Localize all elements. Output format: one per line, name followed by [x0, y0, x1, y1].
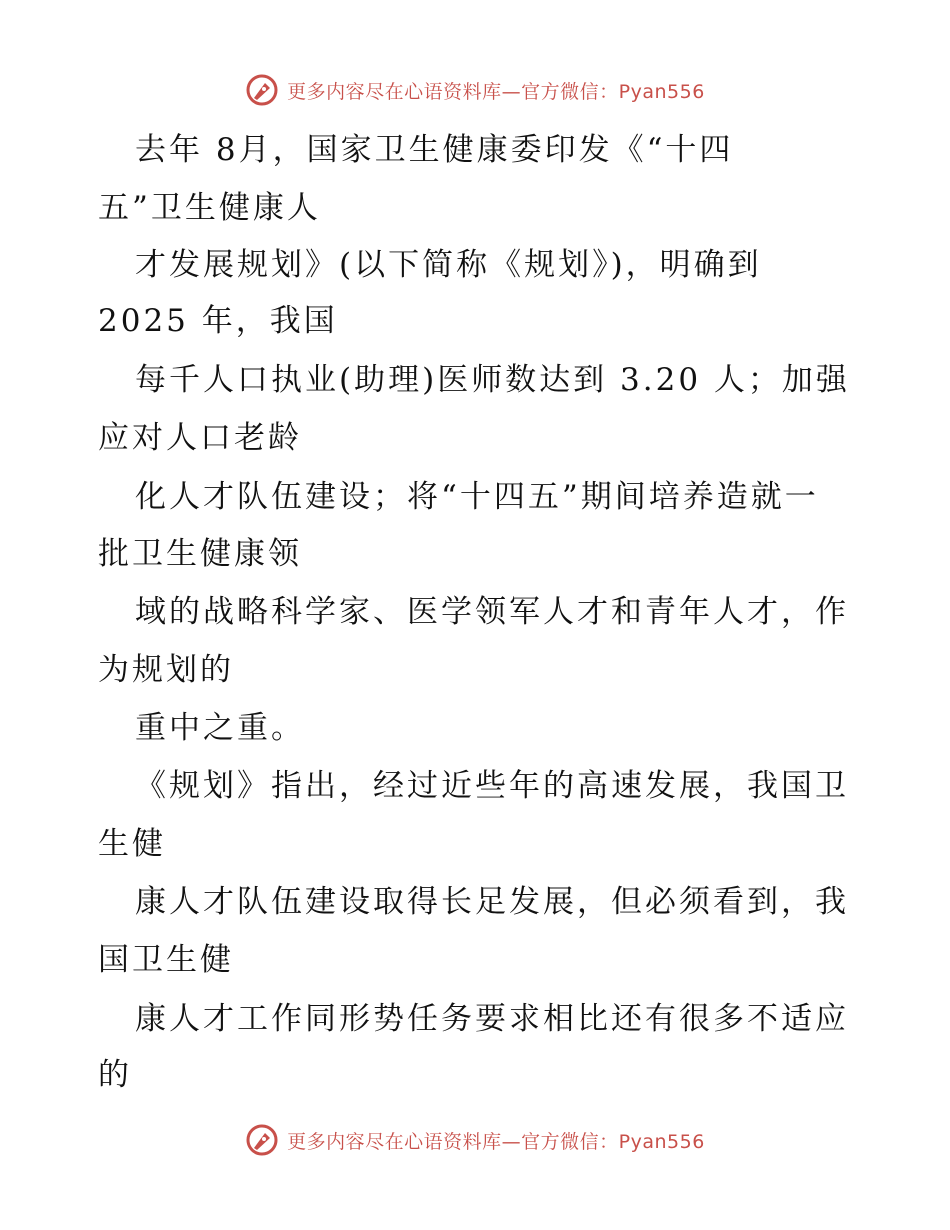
- footer-banner-text: 更多内容尽在心语资料库—官方微信：Pyan556: [287, 1130, 705, 1153]
- text-line-1: 去年 8月，国家卫生健康委印发《“十四: [135, 132, 734, 168]
- footer-banner: [0, 1120, 950, 1160]
- text-line-11: 重中之重。: [135, 710, 305, 746]
- text-line-17: 的: [98, 1057, 132, 1093]
- header-banner: [0, 70, 950, 110]
- text-line-10: 为规划的: [98, 652, 234, 688]
- text-line-8: 批卫生健康领: [98, 536, 302, 572]
- text-line-14: 康人才队伍建设取得长足发展，但必须看到，我: [135, 884, 849, 920]
- text-line-5: 每千人口执业(助理)医师数达到 3.20 人；加强: [135, 362, 850, 398]
- header-banner-text: 更多内容尽在心语资料库—官方微信：Pyan556: [287, 80, 705, 103]
- pen-nib-logo-icon: [245, 1123, 279, 1157]
- text-line-16: 康人才工作同形势任务要求相比还有很多不适应: [135, 1001, 849, 1037]
- text-line-9: 域的战略科学家、医学领军人才和青年人才，作: [135, 594, 849, 630]
- text-line-7: 化人才队伍建设；将“十四五”期间培养造就一: [135, 479, 819, 515]
- pen-nib-logo-icon: [245, 73, 279, 107]
- text-line-15: 国卫生健: [98, 942, 234, 978]
- text-line-2: 五”卫生健康人: [98, 190, 321, 226]
- text-line-3: 才发展规划》(以下简称《规划》)，明确到: [135, 247, 762, 283]
- text-line-13: 生健: [98, 826, 166, 862]
- text-line-6: 应对人口老龄: [98, 420, 302, 456]
- text-line-4: 2025 年，我国: [98, 303, 338, 339]
- text-line-12: 《规划》指出，经过近些年的高速发展，我国卫: [135, 768, 849, 804]
